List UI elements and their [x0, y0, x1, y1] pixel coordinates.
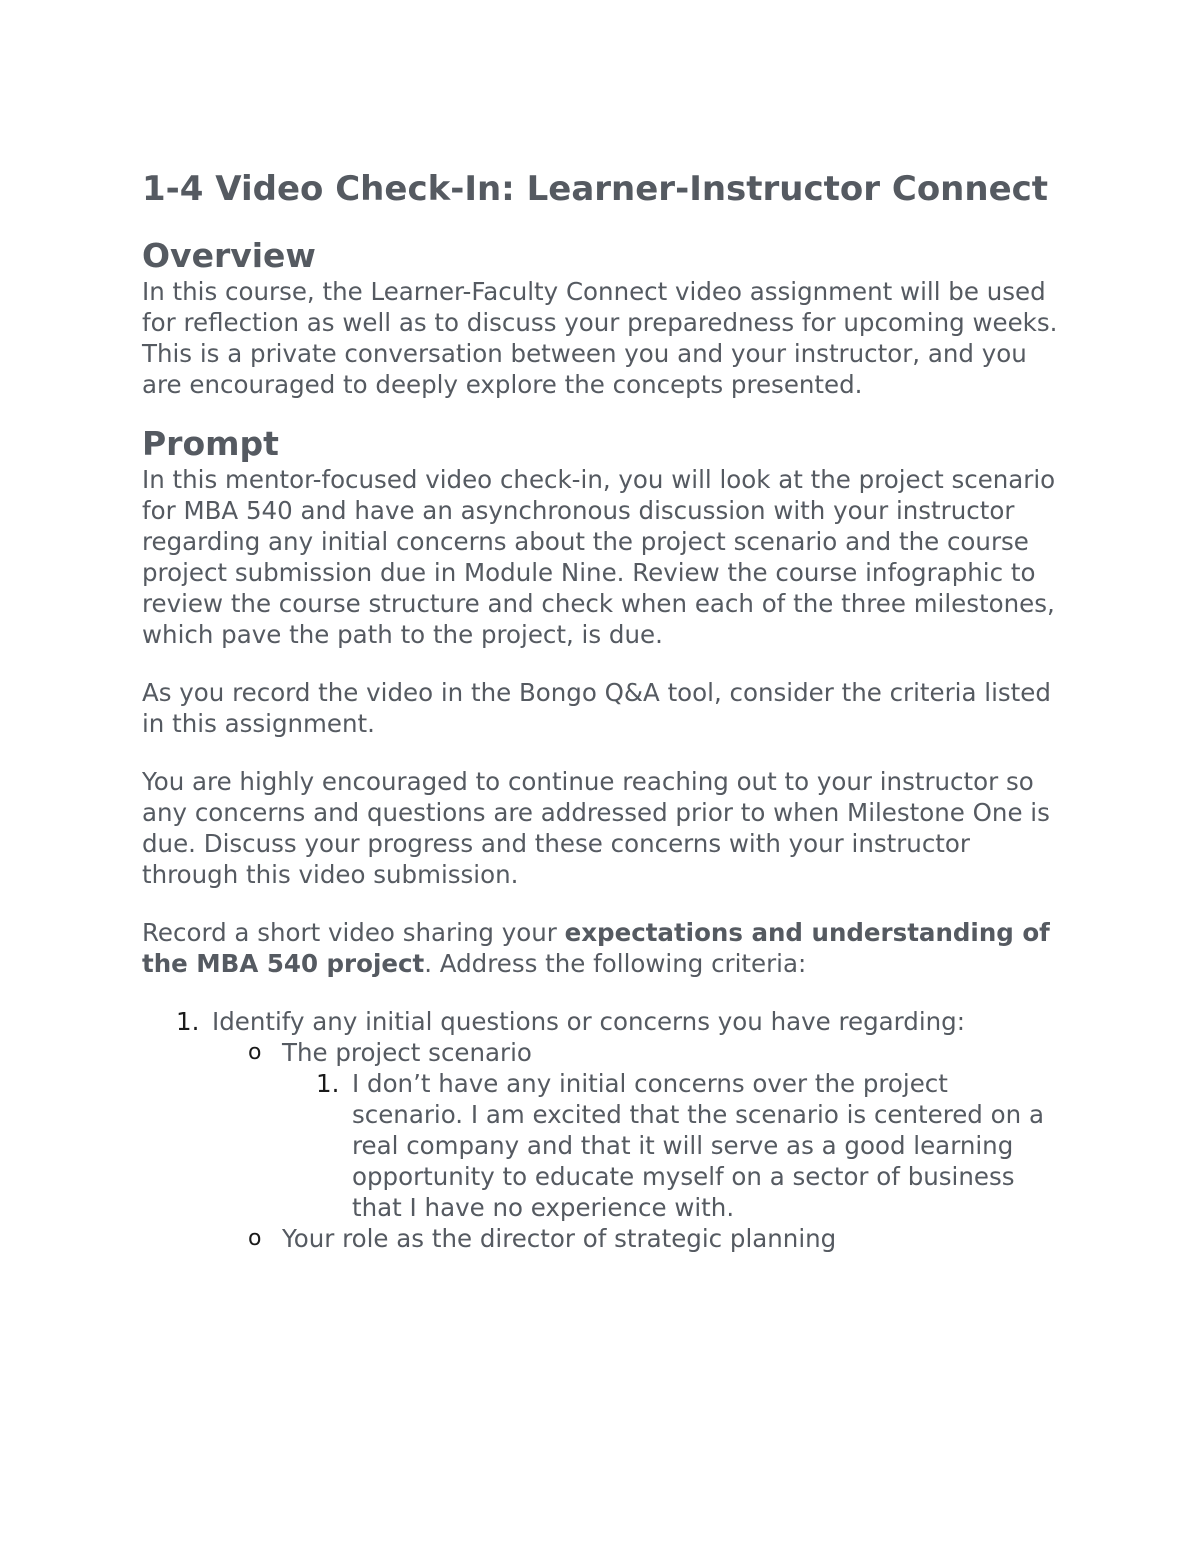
answer-text: I don’t have any initial concerns over the project scenario. I am excited that the scenario is centered on a real company and that it will serve as a good learning opportunity to educate myself on a sector of business that I have no experience with.	[352, 1069, 1044, 1222]
record-text-after: . Address the following criteria:	[424, 949, 807, 978]
record-text-before: Record a short video sharing your	[142, 918, 565, 947]
subitem-text: The project scenario	[282, 1038, 532, 1067]
answer-item-1	[282, 1068, 1062, 1223]
hollow-bullet-icon: o	[248, 1226, 262, 1251]
document-page	[142, 168, 1062, 1254]
subitem-text: Your role as the director of strategic planning	[282, 1224, 837, 1253]
criteria-item-number: 1.	[176, 1007, 200, 1036]
criteria-list	[142, 1006, 1062, 1254]
overview-paragraph: In this course, the Learner-Faculty Connect video assignment will be used for reflection as well as to discuss your preparedness for upcoming weeks. This is a private conversation between you and your instructor, and you are encouraged to deeply explore the concepts presented.	[142, 277, 1058, 399]
prompt-paragraph-1: In this mentor-focused video check-in, you will look at the project scenario for MBA 540 and have an asynchronous discussion with your instructor regarding any initial concerns about the project scenario and the course project submission due in Module Nine. Review the course infographic to review the course structure and check when each of the three milestones, which pave the path to the project, is due.	[142, 465, 1056, 649]
record-instructions-paragraph	[142, 917, 1062, 979]
answer-list	[282, 1068, 1062, 1223]
hollow-bullet-icon: o	[248, 1040, 262, 1065]
overview-heading: Overview	[142, 236, 316, 275]
record-text-bold: expectations and understanding of the MBA 540 project	[142, 918, 1050, 978]
subitem-project-scenario	[212, 1037, 1062, 1223]
document-title: 1-4 Video Check-In: Learner-Instructor Connect	[142, 169, 1049, 209]
criteria-sublist	[212, 1037, 1062, 1254]
answer-item-number: 1.	[316, 1069, 340, 1098]
criteria-item-1	[142, 1006, 1062, 1254]
prompt-paragraph-2: As you record the video in the Bongo Q&A tool, consider the criteria listed in this assignment.	[142, 678, 1051, 738]
prompt-heading: Prompt	[142, 424, 279, 463]
subitem-director-role	[212, 1223, 1062, 1254]
criteria-item-text: Identify any initial questions or concerns you have regarding:	[212, 1007, 965, 1036]
prompt-paragraph-3: You are highly encouraged to continue reaching out to your instructor so any concerns and questions are addressed prior to when Milestone One is due. Discuss your progress and these concerns with your instructor through this video submission.	[142, 767, 1050, 889]
